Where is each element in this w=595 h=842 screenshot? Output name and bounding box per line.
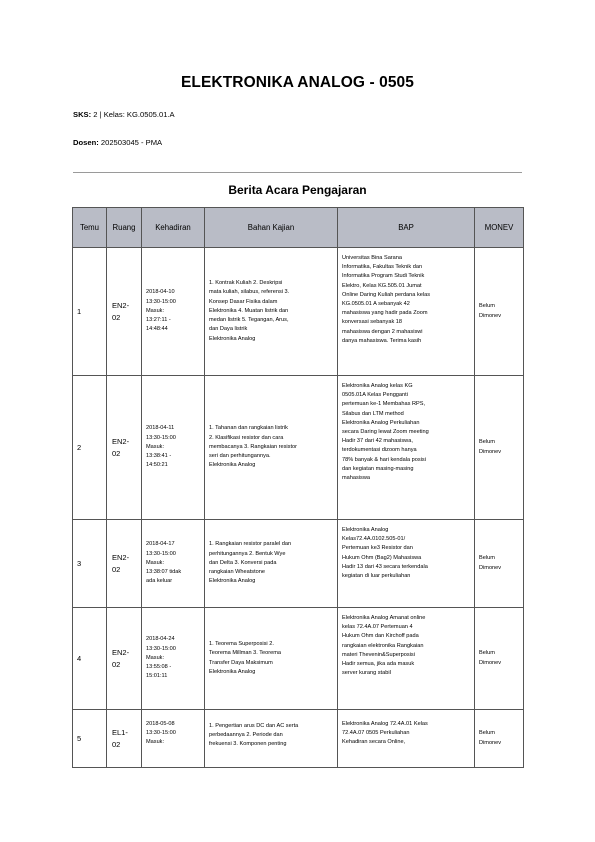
sks-kelas-line — [73, 110, 175, 119]
header-bap: BAP — [338, 208, 475, 248]
dosen-value: 202503045 - PMA — [100, 138, 163, 147]
cell-kehadiran: 2018-04-24 13:30-15:00 Masuk: 13:55:08 - 15:01:11 — [142, 608, 205, 710]
dosen-line — [73, 138, 162, 147]
sks-kelas-value: 2 | Kelas: KG.0505.01.A — [93, 110, 175, 119]
cell-bap: Elektronika Analog Amanat online kelas 72.4A.07 Pertemuan 4 Hukum Ohm dan Kirchoff pada rangkaian elektronika Rangkaian materi Thevenin&Superposisi Hadir semua, jika ada masuk server kurang stabil — [338, 608, 475, 710]
bap-table — [72, 207, 524, 768]
cell-monev: Belum Dimonev — [475, 248, 524, 376]
cell-bap: Elektronika Analog kelas KG 0505.01A Kelas Pengganti pertemuan ke-1 Membahas RPS, Silabus dan LTM method Elektronika Analog Perkuliahan secara Daring lewat Zoom meeting Hadir 37 dari 42 mahasiswa, terdokumentasi dizoom hanya 78% banyak & hari kendala posisi dan kegiatan masing-masing mahasiswa — [338, 376, 475, 520]
cell-kehadiran: 2018-04-10 13:30-15:00 Masuk: 13:27:11 - 14:48:44 — [142, 248, 205, 376]
table-row — [73, 376, 524, 520]
cell-temu: 2 — [73, 376, 107, 520]
sks-label: SKS: — [73, 110, 92, 119]
cell-bahan-kajian: 1. Tahanan dan rangkaian listrik 2. Klasifikasi resistor dan cara membacanya 3. Rangkaian resistor seri dan perhitungannya. Elektronika Analog — [205, 376, 338, 520]
header-ruang: Ruang — [107, 208, 142, 248]
table-header-row — [73, 208, 524, 248]
header-temu: Temu — [73, 208, 107, 248]
cell-kehadiran: 2018-05-08 13:30-15:00 Masuk: — [142, 710, 205, 768]
cell-bap: Elektronika Analog Kelas72.4A.0102.505-01/ Pertemuan ke3 Resistor dan Hukum Ohm (Bag2) Mahasiswa Hadir 13 dari 43 secara terkendala kegiatan di luar perkuliahan — [338, 520, 475, 608]
cell-monev: Belum Dimonev — [475, 376, 524, 520]
cell-kehadiran: 2018-04-11 13:30-15:00 Masuk: 13:38:41 - 14:50:21 — [142, 376, 205, 520]
header-kehadiran: Kehadiran — [142, 208, 205, 248]
cell-temu: 3 — [73, 520, 107, 608]
table-row — [73, 248, 524, 376]
page-title: ELEKTRONIKA ANALOG - 0505 — [180, 74, 415, 91]
cell-monev: Belum Dimonev — [475, 608, 524, 710]
cell-bahan-kajian: 1. Kontrak Kuliah 2. Deskripsi mata kuliah, silabus, referensi 3. Konsep Dasar Fisika dalam Elektronika 4. Muatan listrik dan medan listrik 5. Tegangan, Arus, dan Daya listrik Elektronika Analog — [205, 248, 338, 376]
cell-ruang: EN2- 02 — [107, 520, 142, 608]
cell-bap: Elektronika Analog 72.4A.01 Kelas 72.4A.07 0505 Perkuliahan Kehadiran secara Online, — [338, 710, 475, 768]
cell-monev: Belum Dimonev — [475, 710, 524, 768]
cell-ruang: EN2- 02 — [107, 376, 142, 520]
header-monev: MONEV — [475, 208, 524, 248]
cell-temu: 5 — [73, 710, 107, 768]
cell-kehadiran: 2018-04-17 13:30-15:00 Masuk: 13:38:07 tidak ada keluar — [142, 520, 205, 608]
cell-temu: 1 — [73, 248, 107, 376]
table-row — [73, 608, 524, 710]
cell-bahan-kajian: 1. Teorema Superposisi 2. Teorema Millman 3. Teorema Transfer Daya Maksimum Elektronika Analog — [205, 608, 338, 710]
header-bahan-kajian: Bahan Kajian — [205, 208, 338, 248]
cell-bahan-kajian: 1. Rangkaian resistor paralel dan perhitungannya 2. Bentuk Wye dan Delta 3. Konversi pada rangkaian Wheatstone Elektronika Analog — [205, 520, 338, 608]
dosen-label: Dosen: — [73, 138, 99, 147]
cell-monev: Belum Dimonev — [475, 520, 524, 608]
cell-ruang: EN2- 02 — [107, 248, 142, 376]
cell-bahan-kajian: 1. Pengertian arus DC dan AC serta perbedaannya 2. Periode dan frekuensi 3. Komponen penting — [205, 710, 338, 768]
table-title: Berita Acara Pengajaran — [228, 183, 367, 197]
table-row — [73, 710, 524, 768]
cell-ruang: EL1- 02 — [107, 710, 142, 768]
divider — [73, 172, 522, 173]
cell-temu: 4 — [73, 608, 107, 710]
cell-bap: Universitas Bina Sarana Informatika, Fakultas Teknik dan Informatika Program Studi Teknik Elektro, Kelas KG.505.01 Jumat Online Daring Kuliah perdana kelas KG.0505.01 A sebanyak 42 mahasiswa yang hadir pada Zoom konversasi sebanyak 18 mahasiswa dengan 2 mahasiswi danya mahasiswa. Terima kasih — [338, 248, 475, 376]
cell-ruang: EN2- 02 — [107, 608, 142, 710]
table-row — [73, 520, 524, 608]
